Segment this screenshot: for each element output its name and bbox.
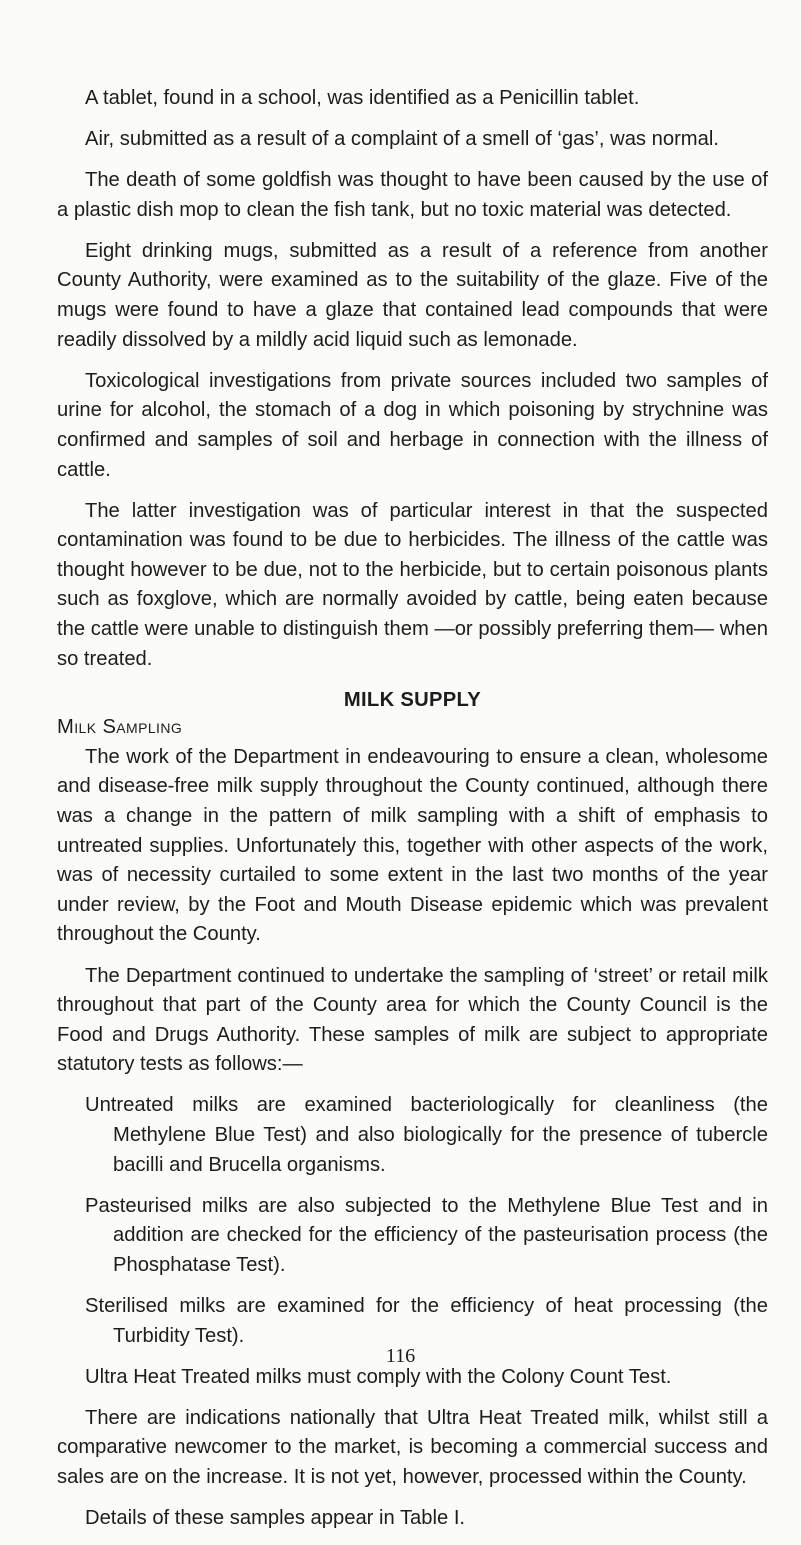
subheading-milk-sampling: Milk Sampling — [57, 716, 183, 739]
test-item-sterilised: Sterilised milks are examined for the efficiency of heat processing (the Turbidity Test). — [85, 1294, 768, 1347]
test-item-pasteurised: Pasteurised milks are also subjected to the Methylene Blue Test and in addition are checked for the efficiency of the pasteurisation process (the Phosphatase Test). — [85, 1194, 768, 1276]
paragraph-department-work: The work of the Department in endeavouring to ensure a clean, wholesome and disease-free milk supply throughout the County continued, although there was a change in the pattern of milk sampling with a shift of emphasis to untreated supplies. Unfortunately this, together with other aspects of the work, was of necessity curtailed to some extent in the last two months of the year under review, by the Foot and Mouth Disease epidemic which was prevalent throughout the County. — [57, 745, 768, 946]
paragraph-ultra-heat-treated: Ultra Heat Treated milks must comply with the Colony Count Test. — [85, 1365, 672, 1388]
paragraph-table-reference: Details of these samples appear in Table I. — [85, 1507, 466, 1530]
paragraph-street-milk-sampling: The Department continued to undertake the sampling of ‘street’ or retail milk throughout that part of the County area for which the County Council is the Food and Drugs Authority. These samples of milk are subject to appropriate statutory tests as follows:— — [57, 964, 768, 1076]
page-body — [57, 84, 768, 1545]
paragraph-air-gas-complaint: Air, submitted as a result of a complaint of a smell of ‘gas’, was normal. — [85, 128, 719, 151]
paragraph-goldfish: The death of some goldfish was thought to have been caused by the use of a plastic dish mop to clean the fish tank, but no toxic material was detected. — [57, 169, 768, 221]
paragraph-herbicide-investigation: The latter investigation was of particular interest in that the suspected contamination was found to be due to herbicides. The illness of the cattle was thought however to be due, not to the herbicide, but to certain poisonous plants such as foxglove, which are normally avoided by cattle, being eaten because the cattle were unable to distinguish them —or possibly preferring them— when so treated. — [57, 499, 768, 670]
paragraph-toxicological-investigations: Toxicological investigations from private sources included two samples of urine for alcohol, the stomach of a dog in which poisoning by strychnine was confirmed and samples of soil and herbage in connection with the illness of cattle. — [57, 369, 768, 481]
paragraph-drinking-mugs: Eight drinking mugs, submitted as a result of a reference from another County Authority, were examined as to the suitability of the glaze. Five of the mugs were found to have a glaze that contained lead compounds that were readily dissolved by a mildly acid liquid such as lemonade. — [57, 239, 768, 351]
paragraph-uht-national: There are indications nationally that Ultra Heat Treated milk, whilst still a comparative newcomer to the market, is becoming a commercial success and sales are on the increase. It is not yet, however, processed within the County. — [57, 1406, 768, 1488]
section-heading-milk-supply: MILK SUPPLY — [343, 688, 482, 711]
paragraph-penicillin-tablet: A tablet, found in a school, was identified as a Penicillin tablet. — [85, 87, 640, 109]
page-number: 116 — [385, 1345, 416, 1367]
test-item-untreated: Untreated milks are examined bacteriologically for cleanliness (the Methylene Blue Test) and also biologically for the presence of tubercle bacilli and Brucella organisms. — [85, 1094, 768, 1176]
